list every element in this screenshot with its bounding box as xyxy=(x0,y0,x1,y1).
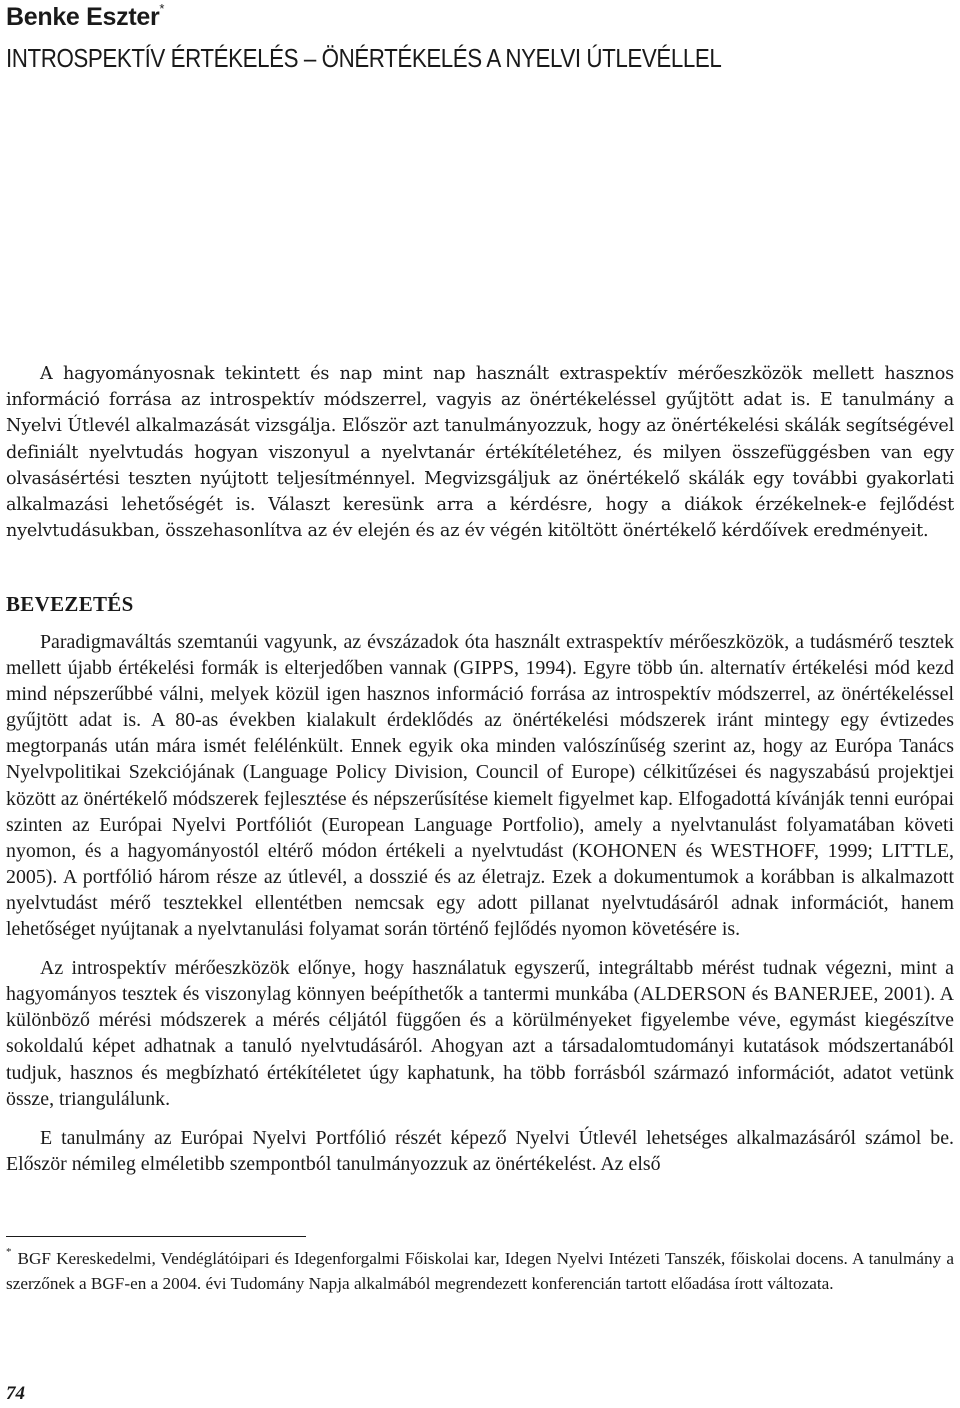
article-title: INTROSPEKTÍV ÉRTÉKELÉS – ÖNÉRTÉKELÉS A NYELVI ÚTLEVÉLLEL xyxy=(6,43,722,73)
body-paragraph: Paradigmaváltás szemtanúi vagyunk, az évszázadok óta használt extraspektív mérőeszközök, a tudásmérő tesztek mellett újabb értékelési formák is elterjedőben vannak (GIPPS, 1994). Egyre több ún. alternatív értékelési mód kezd mind népszerűbbé válni, melyek közül igen hasznos információ forrása az introspektív módszerrel, az önértékeléssel gyűjtött adat is. A 80-as években kialakult érdeklődés az önértékelési módszerek iránt mintegy egy évtizedes megtorpanás után mára ismét felélénkült. Ennek egyik oka minden valószínűség szerint az, hogy az Európa Tanács Nyelvpolitikai Szekciójának (Language Policy Division, Council of Europe) célkitűzései és nagyszabású projektjei között az önértékelő módszerek fejlesztése és népszerűsítése kiemelt figyelmet kap. Elfogadottá kívánják tenni európai szinten az Európai Nyelvi Portfóliót (European Language Portfolio), amely a nyelvtanulást folyamatában követi nyomon, és a hagyományostól eltérő módon értékeli a nyelvtudást (KOHONEN és WESTHOFF, 1999; LITTLE, 2005). A portfólió három része az útlevél, a dosszié és az életrajz. Ezek a dokumentumok a korábban is alkalmazott nyelvtudást mérő tesztekkel ellentétben nemcsak egy adott pillanat nyelvtudásáról adnak információt, hanem lehetőséget nyújtanak a nyelvtanulási folyamat során történő fejlődés nyomon követésére is. xyxy=(6,631,954,941)
body-paragraph: Az introspektív mérőeszközök előnye, hogy használatuk egyszerű, integráltabb mérést tudnak végezni, mint a hagyományos tesztek és viszonylag könnyen beépíthetők a tantermi munkába (ALDERSON és BANERJEE, 2001). A különböző mérési módszerek a mérés céljától függően és a körülményeket figyelembe véve, egymást kiegészítve sokoldalú képet adhatnak a tanuló nyelvtudásáról. Ahogyan azt a társadalomtudományi kutatások módszertanából tudjuk, hasznos és megbízható értékítéletet úgy kaphatunk, ha több forrásból származó információt, adatot vetünk össze, triangulálunk. xyxy=(6,957,954,1110)
author-footnote-mark: * xyxy=(159,1,165,16)
document-page xyxy=(6,0,954,1408)
page-number: 74 xyxy=(6,1383,25,1404)
author-name-text: Benke Eszter xyxy=(6,3,160,31)
body-paragraph: E tanulmány az Európai Nyelvi Portfólió részét képező Nyelvi Útlevél lehetséges alkalmazásáról számol be. Először némileg elméletibb szempontból tanulmányozzuk az önértékelést. Az első xyxy=(6,1126,954,1175)
footnote xyxy=(6,1247,954,1296)
footnote-mark: * xyxy=(6,1246,12,1258)
section-body xyxy=(6,629,954,1190)
section-heading: BEVEZETÉS xyxy=(6,592,134,616)
author-name xyxy=(6,2,164,32)
abstract: A hagyományosnak tekintett és nap mint nap használt extraspektív mérőeszközök mellett hasznos információ forrása az introspektív módszerrel, vagyis az önértékeléssel gyűjtött adat is. E tanulmány a Nyelvi Útlevél alkalmazását vizsgálja. Először azt tanulmányozzuk, hogy az önértékelési skálák segítségével definiált nyelvtudás hogyan viszonyul a nyelvtanár értékítéletéhez, és milyen összefüggésben van egy olvasásértési teszten nyújtott teljesítménnyel. Megvizsgáljuk az önértékelő skálák egy további gyakorlati alkalmazási lehetőségét is. Választ keresünk arra a kérdésre, hogy a diákok érzékelnek-e fejlődést nyelvtudásukban, összehasonlítva az év elején és az év végén kitöltött önértékelő kérdőívek eredményeit. xyxy=(6,364,954,542)
footnote-divider xyxy=(6,1236,306,1237)
footnote-text: BGF Kereskedelmi, Vendéglátóipari és Idegenforgalmi Főiskolai kar, Idegen Nyelvi Intézeti Tanszék, főiskolai docens. A tanulmány a szerzőnek a BGF-en a 2004. évi Tudomány Napja alkalmából megrendezett konferencián tartott előadása írott változata. xyxy=(6,1249,954,1293)
